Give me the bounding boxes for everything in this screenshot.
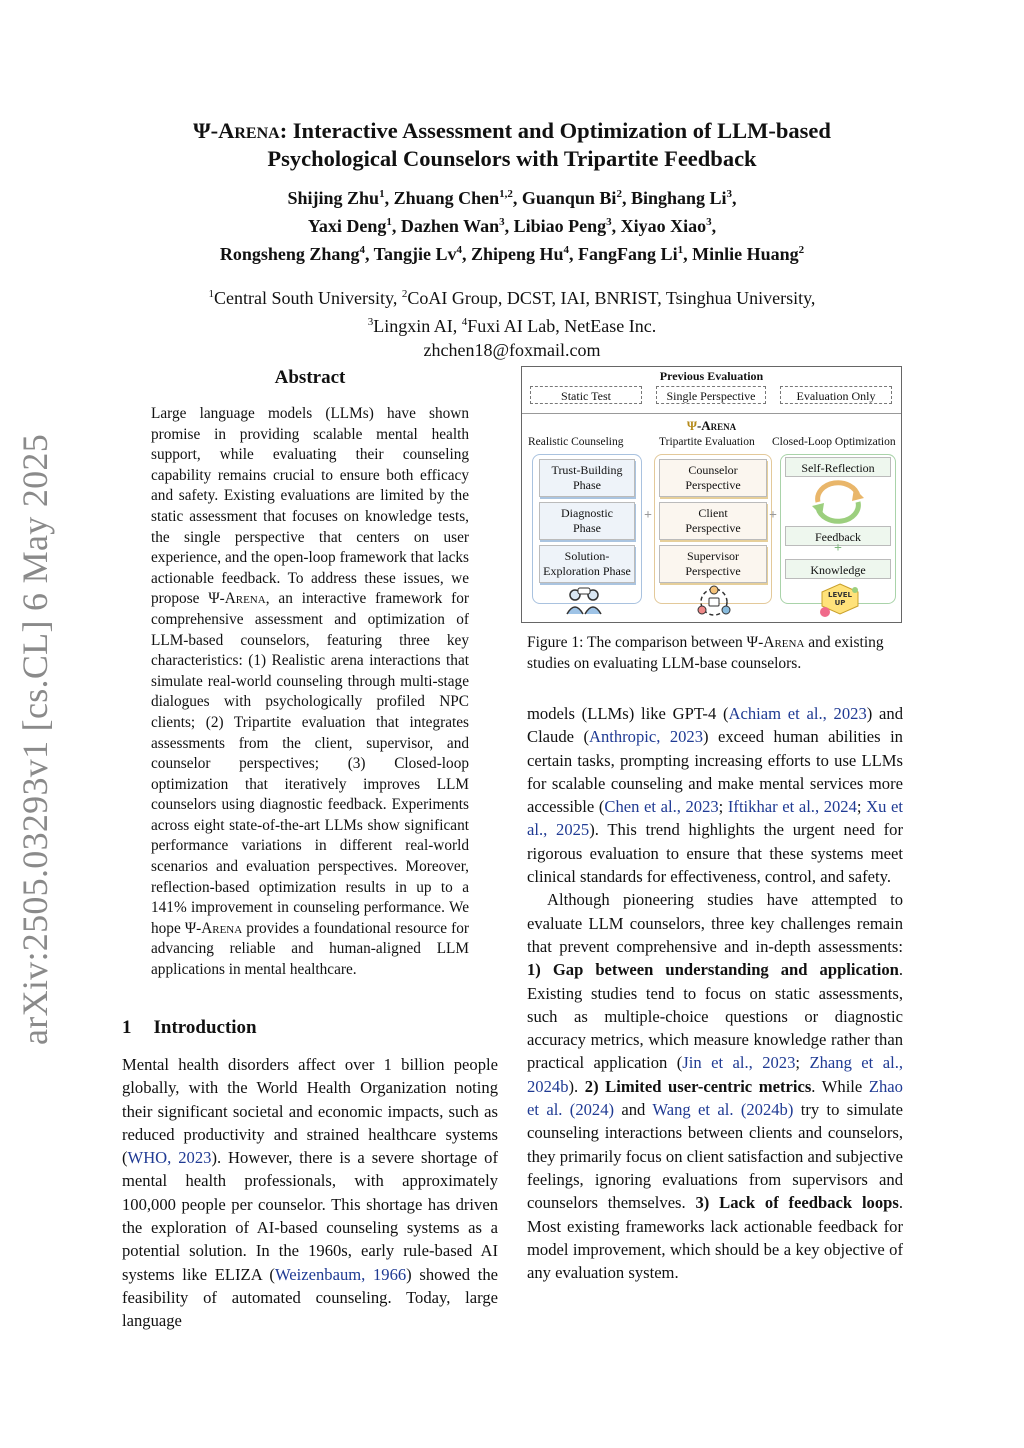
abstract-text-part: Large language models (LLMs) have shown promise in providing scalable mental health support, while evaluating their counseling capability remains crucial to ensure both efficacy and safety. Existing evaluations are limited by the static assessment that focuses on knowledge tests, the single perspective that centers on user experience, and the open-loop framework that lacks actionable feedback. To address these issues, we propose [151,405,469,608]
body-text: ) showed the feasibility of automated counseling. Today, large language [122,1264,498,1331]
author: Dazhen Wan [400,216,500,236]
abstract-text-part: , an interactive framework for comprehensive assessment and optimization of LLM-based counselors, featuring three key characteristics: (1) Realistic arena interactions that simulate real-world counseling through multi-stage dialogues with psychologically profiled NPC clients; (2) Tripartite evaluation that integrates assessments from the client, supervisor, and counselor perspectives; (3) Closed-loop optimization that iteratively improves LLM counselors using diagnostic feedback. Experiments across eight state-of-the-art LLMs show significant performance variations in different real-world scenarios and evaluation perspectives. Moreover, reflection-based optimization results in up to a 141% improvement in counseling performance. We hope [151,590,469,937]
section-number: 1 [122,1017,132,1038]
contact-email[interactable]: zhchen18@foxmail.com [423,340,601,360]
counselor-perspective [659,459,767,497]
citation-link[interactable]: Anthropic, 2023 [588,727,704,747]
feedback-box: Feedback [785,526,891,546]
author: Libiao Peng [513,216,607,236]
phase-label: Exploration Phase [543,564,631,578]
author-affiliation-mark: 1,2 [499,188,513,200]
citation-link[interactable]: Iftikhar et al., 2024 [727,797,857,817]
affiliation: Central South University, [214,288,402,308]
section-title: Introduction [153,1017,257,1038]
citation-link[interactable]: Achiam et al., 2023 [728,704,867,723]
body-text: ; [795,1053,810,1073]
psi-symbol: Ψ [686,418,697,433]
arena-panel-title [522,418,901,434]
supervisor-perspective [659,545,767,583]
author-affiliation-mark: 4 [456,244,462,256]
affiliation-mark: 4 [461,316,468,328]
author: Zhipeng Hu [471,244,564,264]
author-affiliation-mark: 3 [726,188,732,200]
psi-symbol: Ψ [193,118,211,143]
citation-link[interactable]: Zhang et al., 2024b [527,1053,903,1096]
perspective-label: Perspective [685,521,741,535]
body-text: ). [568,1076,585,1096]
evaluation-people-icon [694,584,734,620]
challenge-2-label: 2) Limited user-centric metrics [584,1076,812,1096]
citation-link[interactable]: Wang et al. (2024b) [652,1100,794,1120]
caption-text: Figure 1: The comparison between [527,634,747,651]
paragraph [527,702,903,888]
badge-text-up: UP [834,599,846,607]
author: Minlie Huang [692,244,799,264]
column-tripartite-evaluation: Tripartite Evaluation [659,436,755,448]
perspective-label: Supervisor [687,549,739,563]
solution-exploration-phase [539,545,635,583]
paper-title [150,117,874,173]
trust-building-phase [539,459,635,497]
author-affiliation-mark: 1 [677,244,684,256]
author-affiliation-mark: 3 [499,216,505,228]
counseling-people-icon [564,586,604,618]
arena-panel [522,413,901,623]
challenge-1-label: 1) Gap between understanding and application [527,960,899,980]
body-text: . While [811,1076,869,1096]
affiliation: Fuxi AI Lab, NetEase Inc. [467,316,657,336]
body-text: ) and Claude ( [527,704,903,747]
author-list: Shijing Zhu$^1$, Zhuang Chen$^{1,2}$, Guanqun Bi$^2$, Binghang Li$^3$, Yaxi Deng$^1$, Dazhen Wan$^3$, Libiao Peng$^3$, Xiyao Xiao$^3$, Rongsheng Zhang$^4$, Tangjie Lv$^4$, Zhipeng Hu$^4$, FangFang Li$^1$, Minlie Huang$^2$ [219,188,805,264]
body-text: ; [856,797,867,817]
author-affiliation-mark: 3 [606,216,612,228]
body-text: . Existing studies tend to focus on static assessments, such as multiple-choice questions or diagnostic accuracy metrics, which measure knowledge rather than practical application ( [527,960,903,1073]
body-text: . Most existing frameworks lack actionable feedback for model improvement, which should be a key objective of any evaluation system. [527,1193,903,1283]
diagnostic-phase [539,502,635,540]
affiliation-mark: 3 [367,316,374,328]
citation-link[interactable]: Xu et al., 2025 [527,797,903,840]
psi-symbol: Ψ [208,590,220,608]
self-reflection-box: Self-Reflection [785,457,891,477]
abstract-text-part: provides a foundational resource for advancing reliable and human-aligned LLM applications in mental healthcare. [151,919,469,979]
phase-label: Solution- [564,549,610,563]
arena-name: -Arena [758,634,805,651]
body-text: Mental health disorders affect over 1 billion people globally, with the World Health Organization noting their significant societal and economic impacts, such as reduced productivity and strained healthcare systems ( [122,1055,498,1168]
author-affiliation-mark: 2 [798,244,805,256]
author: FangFang Li [578,244,678,264]
author-affiliation-mark: 1 [386,216,392,228]
author-affiliation-mark: 2 [616,188,622,200]
author: Tangjie Lv [373,244,457,264]
author: Binghang Li [630,188,727,208]
right-column-text [527,702,903,1284]
arena-name: -Arena [196,919,243,937]
body-text: try to simulate counseling interactions between clients and counselors, they primarily focus on client satisfaction and subjective feelings, ignoring evaluations from supervisors and counselors themselves. [527,1100,903,1213]
author: Guanqun Bi [521,188,617,208]
affiliation-mark: 2 [401,288,408,300]
client-perspective [659,502,767,540]
single-perspective-chip: Single Perspective [656,386,766,404]
affiliation: CoAI Group, DCST, IAI, BNRIST, Tsinghua University, [407,288,816,308]
level-up-badge-icon [818,582,862,618]
perspective-label: Perspective [685,564,741,578]
author-affiliation-mark: 4 [563,244,570,256]
psi-symbol: Ψ [184,919,197,937]
cycle-arrows-icon [808,480,868,524]
citation-link[interactable]: Zhao et al. (2024) [527,1076,903,1120]
title-line-1: : Interactive Assessment and Optimization of LLM-based [279,118,831,143]
knowledge-box: Knowledge [785,559,891,579]
caption-text: and existing studies on evaluating LLM-base counselors. [527,634,884,672]
citation-link[interactable]: Weizenbaum, 1966 [274,1264,407,1284]
author: Rongsheng Zhang [219,244,360,264]
citation-link[interactable]: Jin et al., 2023 [682,1053,796,1073]
evaluation-only-chip: Evaluation Only [780,386,892,404]
perspective-label: Client [698,506,728,520]
abstract-heading: Abstract [274,367,346,388]
phase-label: Phase [572,478,601,492]
author-affiliation-mark: 1 [379,188,385,200]
arxiv-identifier-stamp: arXiv:2505.03293v1 [cs.CL] 6 May 2025 [15,433,55,1045]
phase-label: Phase [573,521,601,535]
phase-label: Trust-Building [551,463,623,477]
paragraph [527,888,903,1284]
author: Zhuang Chen [393,188,500,208]
arena-name: -Arena [219,590,266,608]
title-line-2: Psychological Counselors with Tripartite Feedback [267,146,757,171]
body-text: ; [718,797,728,817]
badge-text-level: LEVEL [828,591,852,599]
psi-symbol: Ψ [746,634,759,651]
body-text: Although pioneering studies have attempted to evaluate LLM counselors, three key challenges remain that prevent comprehensive and in-depth assessments: [527,890,903,956]
challenge-3-label: 3) Lack of feedback loops [695,1193,899,1213]
perspective-label: Counselor [688,463,738,477]
previous-evaluation-title: Previous Evaluation [659,369,764,383]
body-text: and [614,1100,653,1120]
citation-link[interactable]: Chen et al., 2023 [604,797,719,817]
author-affiliation-mark: 3 [706,216,712,228]
author: Shijing Zhu [287,188,380,208]
column-realistic-counseling: Realistic Counseling [528,436,624,448]
column-closed-loop-optimization: Closed-Loop Optimization [772,436,896,448]
affiliation: Lingxin AI, [373,316,462,336]
plus-icon: + [834,541,842,556]
author: Xiyao Xiao [620,216,707,236]
body-text: ) exceed human abilities in certain tasks, prompting increasing efforts to use LLMs for scalable counseling and make mental services more accessible ( [527,727,903,817]
plus-icon: + [769,508,777,523]
body-text: ). This trend highlights the urgent need for rigorous evaluation to ensure that these systems meet clinical standards for effectiveness, control, and safety. [527,820,903,887]
author-affiliation-mark: 4 [359,244,365,256]
phase-label: Diagnostic [561,506,613,520]
citation-link[interactable]: WHO, 2023 [127,1148,212,1168]
perspective-label: Perspective [685,478,741,492]
figure-1-diagram [521,366,902,623]
affiliation-mark: 1 [208,288,215,300]
plus-icon: + [644,508,652,523]
body-text: ). However, there is a severe shortage of mental health professionals, with approximately 100,000 people per counselor. This shortage has driven the exploration of AI-based counseling systems as a potential solution. In the 1960s, early rule-based AI systems like ELIZA ( [122,1148,498,1284]
static-test-chip: Static Test [530,386,642,404]
introduction-text [122,1053,498,1333]
author: Yaxi Deng [307,216,387,236]
section-heading-introduction [122,1017,257,1039]
abstract-text [151,404,469,981]
arena-name: -Arena [210,118,280,143]
affiliations [140,282,884,362]
figure-1-caption [527,632,903,674]
arena-name: -Arena [696,418,737,433]
body-text: models (LLMs) like GPT-4 ( [527,704,729,723]
